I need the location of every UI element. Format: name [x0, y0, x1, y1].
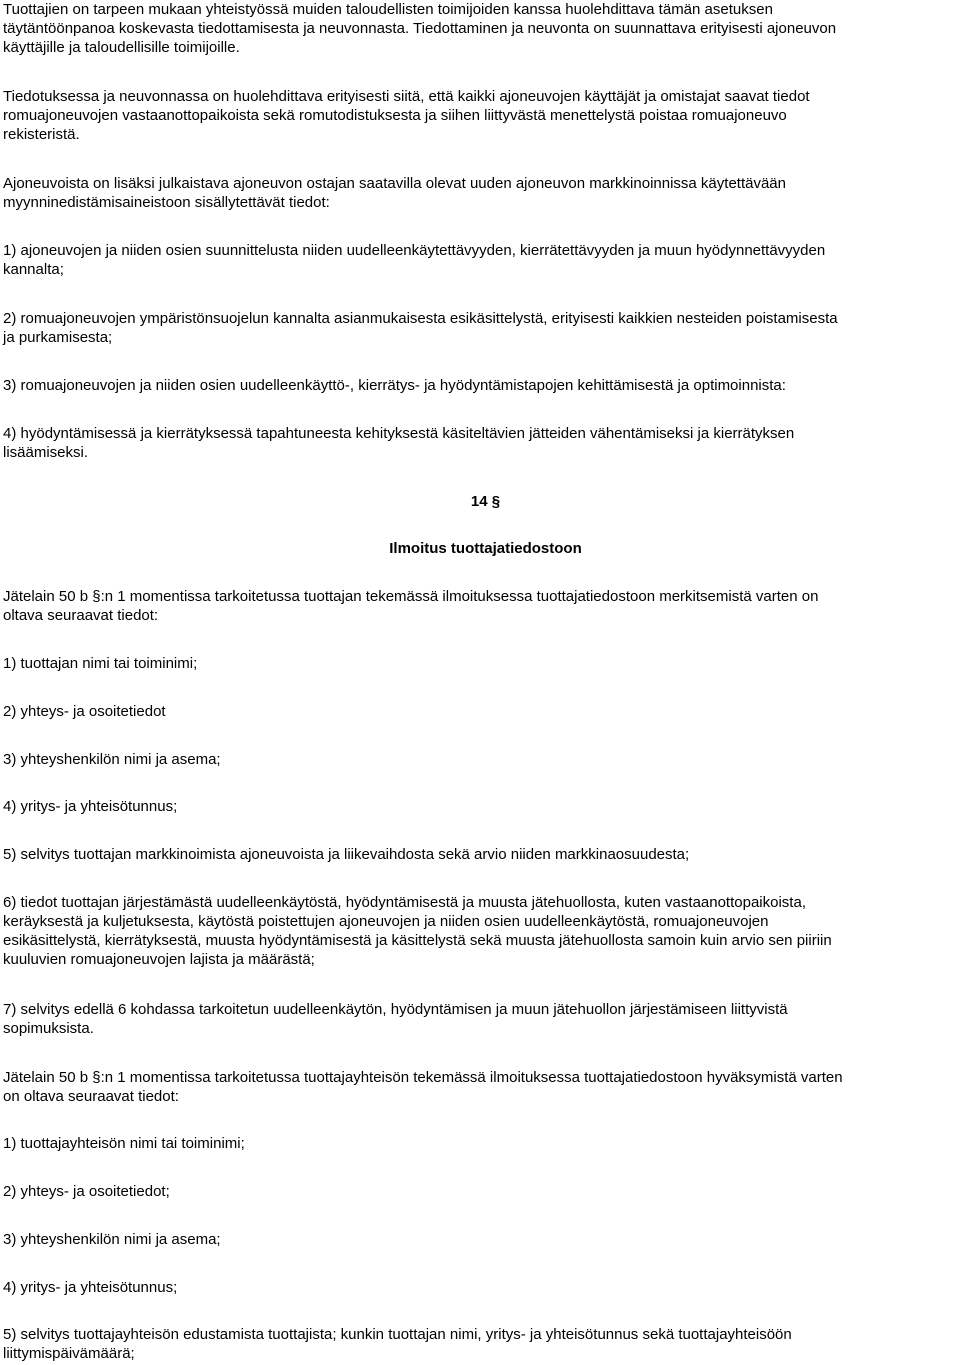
producer-item-7: 7) selvitys edellä 6 kohdassa tarkoitetun uudelleenkäytön, hyödyntämisen ja muun jätehuollon järjestämiseen liittyvistä sopimuksista. — [3, 1001, 788, 1037]
paragraph-producer-organisation-notice: Jätelain 50 b §:n 1 momentissa tarkoitetussa tuottajayhteisön tekemässä ilmoituksessa tuottajatiedostoon hyväksymistä varten on oltava seuraavat tiedot: — [3, 1069, 843, 1105]
organisation-item-4: 4) yritys- ja yhteisötunnus; — [3, 1279, 178, 1296]
list-item-4: 4) hyödyntämisessä ja kierrätyksessä tapahtuneesta kehityksestä käsiteltävien jätteiden vähentämiseksi ja kierrätyksen lisäämiseksi. — [3, 425, 795, 461]
organisation-item-3: 3) yhteyshenkilön nimi ja asema; — [3, 1231, 221, 1248]
list-item-3: 3) romuajoneuvojen ja niiden osien uudelleenkäyttö-, kierrätys- ja hyödyntämistapojen kehittämisestä ja optimoinnista: — [3, 377, 786, 394]
section-number: 14 § — [470, 493, 501, 510]
list-item-2: 2) romuajoneuvojen ympäristönsuojelun kannalta asianmukaisesta esikäsittelystä, erityisesti kaikkien nesteiden poistamisesta ja purkamisesta; — [3, 310, 838, 346]
paragraph-producer-notice: Jätelain 50 b §:n 1 momentissa tarkoitetussa tuottajan tekemässä ilmoituksessa tuottajatiedostoon merkitsemistä varten on oltava seuraavat tiedot: — [3, 588, 819, 624]
paragraph-information-content: Tiedotuksessa ja neuvonnassa on huolehdittava erityisesti siitä, että kaikki ajoneuvojen käyttäjät ja omistajat saavat tiedot romuajoneuvojen vastaanottopaikoista sekä romutodistuksesta ja siihen liittyvästä menettelystä poistaa romuajoneuvo rekisteristä. — [3, 88, 810, 143]
producer-item-6: 6) tiedot tuottajan järjestämästä uudelleenkäytöstä, hyödyntämisestä ja muusta jätehuollosta, kuten vastaanottopaikoista, keräyksestä ja kuljetuksesta, käytöstä poistettujen ajoneuvojen ja niiden osien uudelleenkäytöstä, romuajoneuvojen esikäsittelystä, kierrätyksestä, muusta hyödyntämisestä ja käsittelystä sekä muusta jätehuollosta samoin kuin arvio sen piiriin kuuluvien romuajoneuvojen lajista ja määrästä; — [3, 894, 832, 968]
organisation-item-5: 5) selvitys tuottajayhteisön edustamista tuottajista; kunkin tuottajan nimi, yritys- ja yhteisötunnus sekä tuottajayhteisöön liittymispäivämäärä; — [3, 1326, 792, 1362]
paragraph-marketing-info: Ajoneuvoista on lisäksi julkaistava ajoneuvon ostajan saatavilla olevat uuden ajoneuvon markkinoinnissa käytettävään myynninedistämisaineistoon sisällytettävät tiedot: — [3, 175, 786, 211]
list-item-1: 1) ajoneuvojen ja niiden osien suunnittelusta niiden uudelleenkäytettävyyden, kierrätettävyyden ja muun hyödynnettävyyden kannalta; — [3, 242, 826, 278]
section-title: Ilmoitus tuottajatiedostoon — [389, 540, 582, 557]
producer-item-1: 1) tuottajan nimi tai toiminimi; — [3, 655, 198, 672]
producer-item-2: 2) yhteys- ja osoitetiedot — [3, 703, 166, 720]
producer-item-3: 3) yhteyshenkilön nimi ja asema; — [3, 751, 221, 768]
paragraph-information-duty: Tuottajien on tarpeen mukaan yhteistyössä muiden taloudellisten toimijoiden kanssa huolehdittava tämän asetuksen täytäntöönpanoa koskevasta tiedottamisesta ja neuvonnasta. Tiedottaminen ja neuvonta on suunnattava erityisesti ajoneuvon käyttäjille ja taloudellisille toimijoille. — [3, 1, 837, 56]
producer-item-4: 4) yritys- ja yhteisötunnus; — [3, 798, 178, 815]
organisation-item-2: 2) yhteys- ja osoitetiedot; — [3, 1183, 170, 1200]
organisation-item-1: 1) tuottajayhteisön nimi tai toiminimi; — [3, 1135, 245, 1152]
producer-item-5: 5) selvitys tuottajan markkinoimista ajoneuvoista ja liikevaihdosta sekä arvio niiden markkinaosuudesta; — [3, 846, 690, 863]
